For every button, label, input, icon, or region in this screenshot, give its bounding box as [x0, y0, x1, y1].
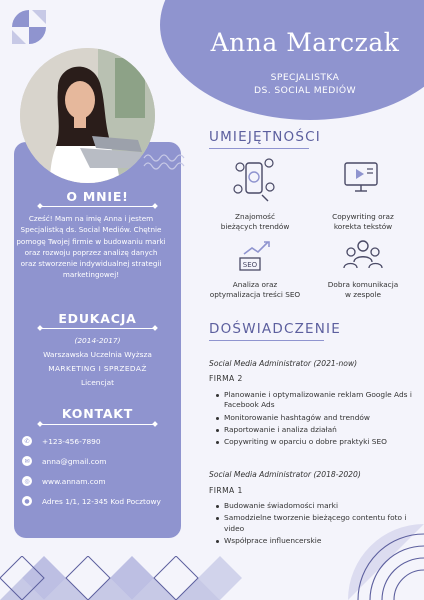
contact-email[interactable]: ✉ anna@gmail.com: [22, 456, 106, 466]
person-role: SPECJALISTKA DS. SOCIAL MEDIÓW: [254, 72, 356, 96]
job-company: FIRMA 2: [209, 374, 243, 383]
about-divider: [40, 206, 155, 207]
phone-icon: ✆: [22, 436, 32, 446]
education-school: Warszawska Uczelnia Wyższa: [43, 350, 152, 359]
squiggle-decoration: [142, 152, 192, 174]
logo-icon: [12, 10, 46, 44]
contact-website[interactable]: ◎ www.annam.com: [22, 476, 106, 486]
list-item: Budowanie świadomości marki: [216, 501, 412, 511]
seo-chart-icon: [238, 238, 274, 274]
globe-icon: ◎: [22, 476, 32, 486]
skill-label-seo: Analiza oraz optymalizacja treści SEO: [209, 280, 301, 299]
education-divider: [40, 328, 155, 329]
arcs-decoration: [334, 504, 424, 600]
skills-heading: UMIEJĘTNOŚCI: [209, 129, 321, 145]
education-years: (2014-2017): [74, 336, 121, 345]
about-heading: O MNIE!: [66, 189, 129, 204]
experience-heading: DOŚWIADCZENIE: [209, 321, 341, 337]
team-icon: [343, 238, 383, 272]
education-field: MARKETING I SPRZEDAŻ: [48, 364, 147, 373]
education-degree: Licencjat: [80, 378, 114, 387]
list-item: Samodzielne tworzenie bieżącego contentu foto i video: [216, 513, 412, 534]
header-blob: [160, 0, 424, 120]
experience-divider: [209, 340, 324, 341]
skills-divider: [209, 148, 309, 149]
profile-photo-image: [20, 48, 155, 183]
monitor-video-icon: [343, 160, 379, 196]
job-bullets: [216, 390, 412, 449]
profile-photo: [20, 48, 155, 183]
about-text: Cześć! Mam na imię Anna i jestem Specjalistką ds. Social Mediów. Chętnie pomogę Twojej firmie w budowaniu marki oraz rozwoju poprzez analizę danych oraz stworzenie indywidualnej strategii marketingowej!: [16, 214, 166, 280]
svg-text:SEO: SEO: [242, 261, 258, 269]
skill-label-copywriting: Copywriting oraz korekta tekstów: [332, 212, 394, 231]
list-item: Monitorowanie hashtagów and trendów: [216, 413, 412, 423]
education-heading: EDUKACJA: [58, 311, 137, 326]
skill-label-trends: Znajomość bieżących trendów: [220, 212, 290, 231]
contact-heading: KONTAKT: [61, 406, 134, 421]
mail-icon: ✉: [22, 456, 32, 466]
job-title: Social Media Administrator (2018-2020): [209, 470, 361, 479]
list-item: Współprace influencerskie: [216, 536, 412, 546]
job-title: Social Media Administrator (2021-now): [209, 359, 358, 368]
phone-social-icon: [232, 155, 276, 203]
list-item: Raportowanie i analiza działań: [216, 425, 412, 435]
job-company: FIRMA 1: [209, 486, 243, 495]
contact-phone[interactable]: ✆ +123-456-7890: [22, 436, 101, 446]
list-item: Copywriting w oparciu o dobre praktyki SEO: [216, 437, 412, 447]
contact-divider: [40, 424, 155, 425]
diamond-pattern-decoration: [0, 556, 300, 600]
person-name: Anna Marczak: [210, 28, 400, 57]
list-item: Planowanie i optymalizowanie reklam Google Ads i Facebook Ads: [216, 390, 412, 411]
location-pin-icon: ●: [22, 496, 32, 506]
skill-label-communication: Dobra komunikacja w zespole: [327, 280, 399, 299]
contact-address: ● Adres 1/1, 12-345 Kod Pocztowy: [22, 496, 161, 506]
